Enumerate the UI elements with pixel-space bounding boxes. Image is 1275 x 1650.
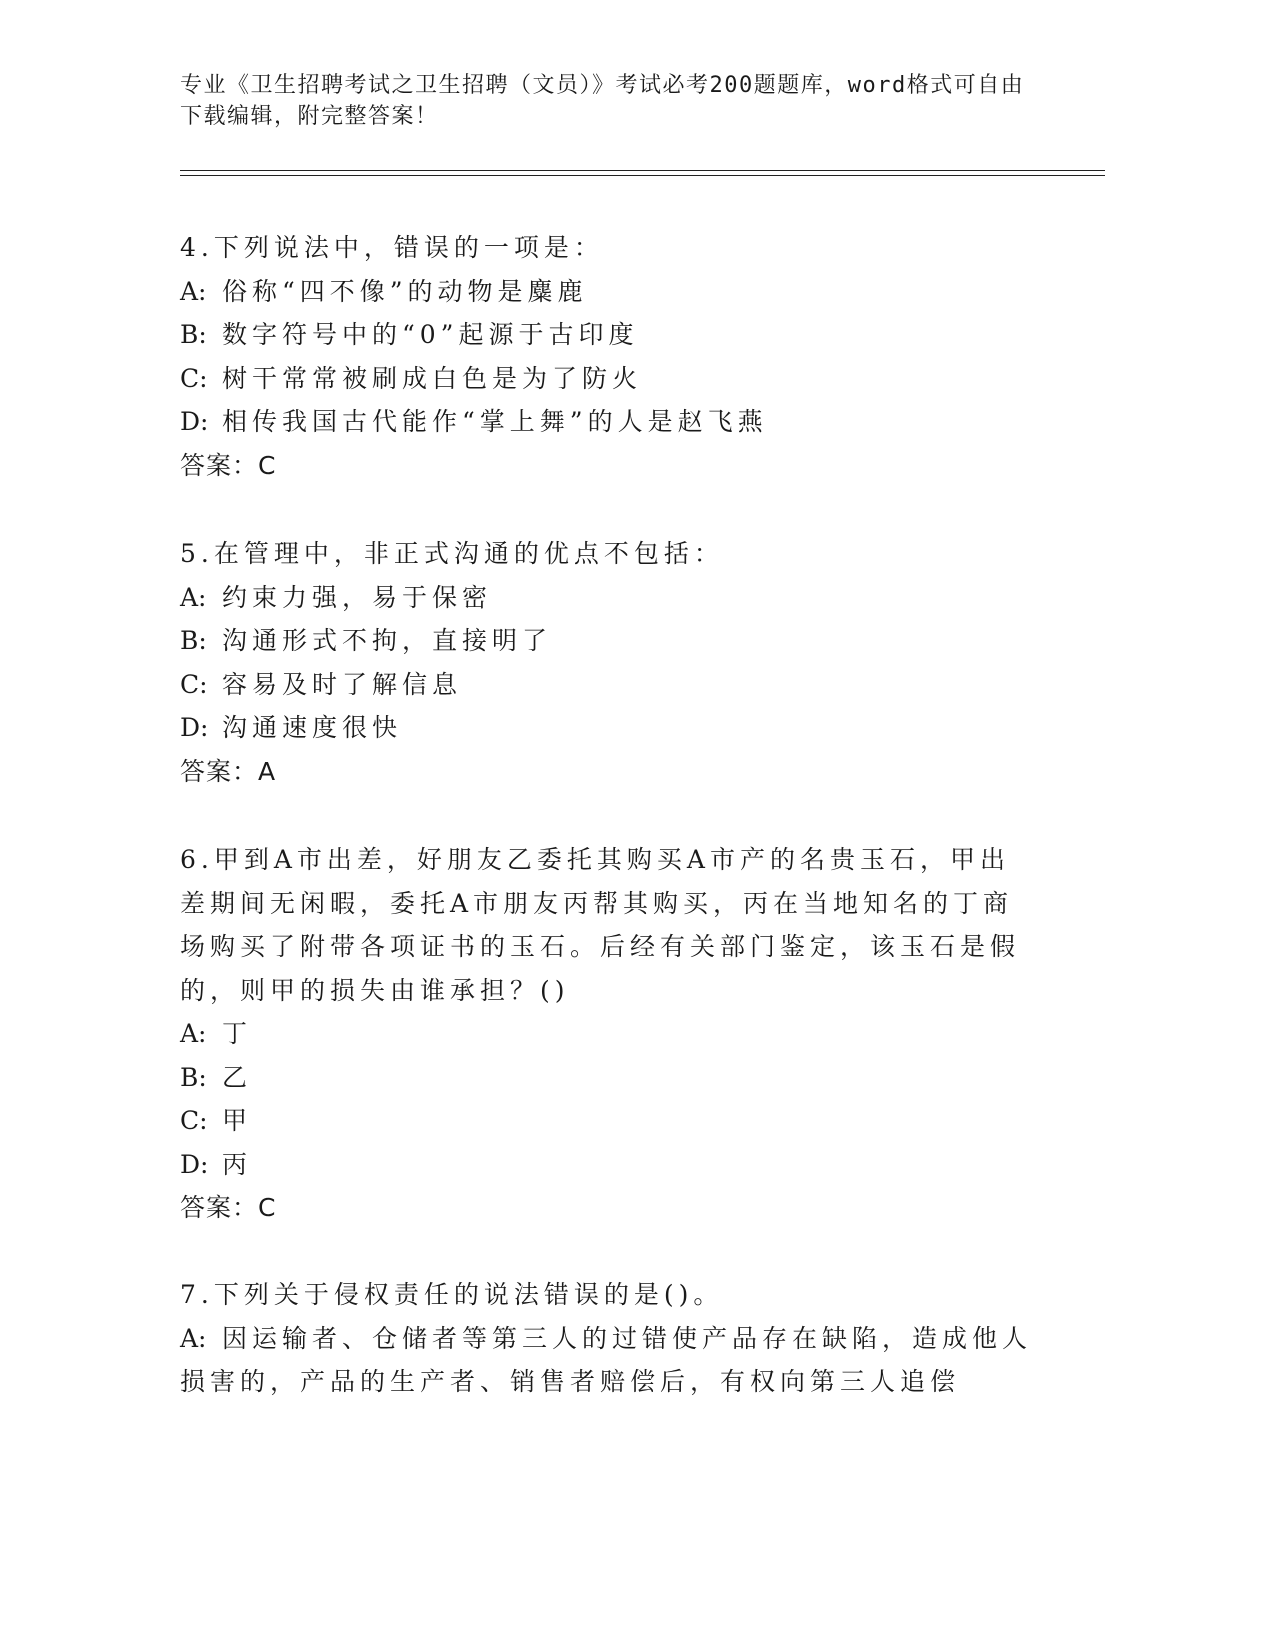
option-label: B: <box>180 1062 207 1092</box>
header-divider-bottom <box>180 175 1105 176</box>
answer: 答案：C <box>180 1193 277 1222</box>
option-label: C: <box>180 1106 208 1135</box>
option-label: B: <box>180 320 207 349</box>
question-6 <box>180 838 1040 1230</box>
option-label: D: <box>180 1149 209 1179</box>
document-header: 专业《卫生招聘考试之卫生招聘（文员）》考试必考200题题库，word格式可自由下载编辑，附完整答案！ <box>180 73 1025 129</box>
answer: 答案：A <box>180 756 277 786</box>
option-text: 数字符号中的“0”起源于古印度 <box>222 320 639 349</box>
option-label: A: <box>180 276 207 306</box>
option-d <box>180 706 1040 750</box>
option-text: 丙 <box>222 1149 253 1179</box>
option-a <box>180 1012 1040 1056</box>
option-label: A: <box>180 582 207 612</box>
header-divider-top <box>180 170 1105 171</box>
option-a <box>180 1317 1035 1404</box>
option-a <box>180 576 1040 620</box>
document-page <box>180 0 1105 1650</box>
option-text: 相传我国古代能作“掌上舞”的人是赵飞燕 <box>222 407 768 436</box>
option-label: A: <box>180 1019 207 1048</box>
question-7 <box>180 1273 1040 1404</box>
answer: 答案：C <box>180 450 277 480</box>
option-text: 树干常常被刷成白色是为了防火 <box>222 363 643 393</box>
option-text: 乙 <box>222 1062 253 1092</box>
option-d <box>180 1143 1040 1187</box>
option-text: 约束力强，易于保密 <box>222 582 493 612</box>
question-stem: 5.在管理中，非正式沟通的优点不包括： <box>180 539 724 568</box>
question-4 <box>180 226 1040 487</box>
option-text: 丁 <box>222 1019 253 1048</box>
option-label: D: <box>180 713 209 742</box>
option-b <box>180 1056 1040 1100</box>
option-text: 容易及时了解信息 <box>222 669 463 699</box>
question-5 <box>180 532 1040 793</box>
question-stem: 6.甲到A市出差，好朋友乙委托其购买A市产的名贵玉石，甲出差期间无闲暇，委托A市朋友丙帮其购买，丙在当地知名的丁商场购买了附带各项证书的玉石。后经有关部门鉴定，该玉石是假的，则甲的损失由谁承担？() <box>180 845 1021 1005</box>
option-a <box>180 270 1040 314</box>
option-b <box>180 313 1040 357</box>
question-stem: 7.下列关于侵权责任的说法错误的是()。 <box>180 1280 724 1309</box>
option-label: A: <box>180 1323 207 1353</box>
option-d <box>180 400 1040 444</box>
option-label: D: <box>180 407 209 436</box>
option-b <box>180 619 1040 663</box>
option-label: C: <box>180 363 208 393</box>
option-label: B: <box>180 626 207 655</box>
option-text: 甲 <box>222 1106 253 1135</box>
question-stem: 4.下列说法中，错误的一项是： <box>180 233 604 262</box>
option-c <box>180 357 1040 401</box>
option-text: 沟通形式不拘，直接明了 <box>222 626 553 655</box>
option-text: 沟通速度很快 <box>222 713 403 742</box>
option-c <box>180 663 1040 707</box>
option-label: C: <box>180 669 208 699</box>
option-text: 俗称“四不像”的动物是麋鹿 <box>222 276 588 306</box>
option-c <box>180 1099 1040 1143</box>
option-text: 因运输者、仓储者等第三人的过错使产品存在缺陷，造成他人损害的，产品的生产者、销售者赔偿后，有权向第三人追偿 <box>180 1323 1033 1396</box>
